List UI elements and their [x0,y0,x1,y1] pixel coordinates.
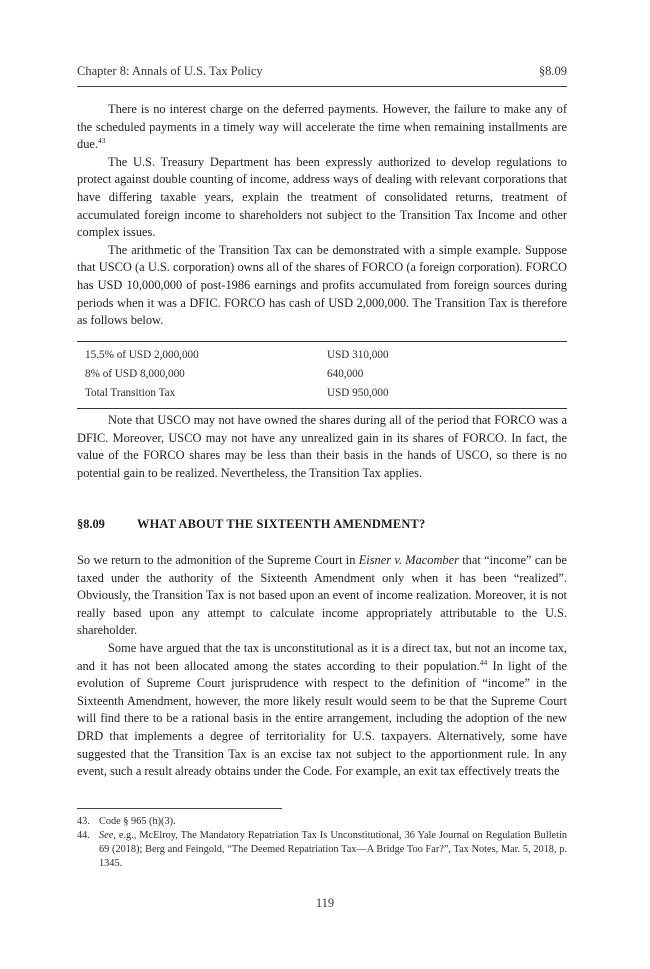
table-cell-label: 15.5% of USD 2,000,000 [85,349,199,361]
paragraph-usco-note: Note that USCO may not have owned the shares during all of the period that FORCO was a DFIC. Moreover, USCO may not have any unrealized gain in its shares of FORCO. In fact, the value of the FORCO shares may be less than their basis in the hands of USCO, so there is no potential gain to be realized. Nevertheless, the Transition Tax applies. [77,413,567,480]
paragraph-text: There is no interest charge on the deferred payments. However, the failure to make any of the scheduled payments in a timely way will accelerate the time when remaining installments are due. [77,102,567,152]
section-title: WHAT ABOUT THE SIXTEENTH AMENDMENT? [137,517,426,531]
footnote-text: , e.g., McElroy, The Mandatory Repatriation Tax Is Unconstitutional, 36 Yale Journal on Regulation Bulletin 69 (2018); Berg and Feingold, “The Deemed Repatriation Tax—A Bridge Too Far?”, Tax Notes, Mar. 5, 2018, p. 1345. [99,830,567,869]
table-cell-label: Total Transition Tax [85,387,176,399]
section-marker: §8.09 [538,64,567,78]
paragraph-text: So we return to the admonition of the Supreme Court in [77,553,359,567]
paragraph-text: Some have argued that the tax is unconstitutional as it is a direct tax, but not an income tax, and it has not been allocated among the states according to their population. [77,640,567,673]
footnote-ref-43[interactable]: 43 [98,136,106,146]
paragraph-eisner [77,552,567,640]
footnote-44 [77,829,567,871]
paragraph-text: In light of the evolution of Supreme Court jurisprudence with respect to the definition of “income” in the Sixteenth Amendment, however, the more likely result would seem to be that the Supreme Court will find there to be a rational basis in the entire arrangement, including the adoption of the new DRD that implements a degree of territoriality for U.S. taxpayers. Alternatively, some have suggested that the Transition Tax is an excise tax not subject to the apportionment rule. In any event, such a result already obtains under the Code. For example, an exit tax effectively treats the [77,658,567,779]
table-row [77,384,567,403]
running-head [77,64,567,84]
paragraph-installments [77,101,567,154]
footnote-signal: See [99,830,114,841]
footnote-ref-44[interactable]: 44 [479,657,488,667]
table-row [77,365,567,384]
footnote-text: Code § 965 (h)(3). [99,816,176,827]
paragraph-constitutionality [77,640,567,781]
body-text-top [77,101,567,330]
page-number: 119 [315,896,335,910]
body-text-middle [77,412,567,482]
footnote-number: 44. [77,830,90,841]
table-bottom-rule [77,408,567,409]
footnotes [77,815,567,871]
transition-tax-table [77,341,567,409]
table-cell-amount: 640,000 [327,368,364,380]
footnote-number: 43. [77,816,90,827]
paragraph-text: that “income” can be taxed under the authority of the Sixteenth Amendment only when it has been “realized”. Obviously, the Transition Tax is not based upon an event of income realization. Moreover, it is not really based upon any attempt to calculate income appropriately attributable to the U.S. shareholder. [77,553,567,638]
table-cell-label: 8% of USD 8,000,000 [85,368,185,380]
body-text-bottom [77,552,567,781]
paragraph-treasury: The U.S. Treasury Department has been expressly authorized to develop regulations to protect against double counting of income, address ways of dealing with relevant corporations that have differing taxable years, explain the treatment of consolidated returns, treatment of accumulated foreign income to shareholders not subject to the Transition Tax Income and other complex issues. [77,154,567,240]
table-row [77,346,567,365]
paragraph-arithmetic: The arithmetic of the Transition Tax can be demonstrated with a simple example. Suppose that USCO (a U.S. corporation) owns all of the shares of FORCO (a foreign corporation). FORCO has USD 10,000,000 of post-1986 earnings and profits accumulated from foreign sources during periods when it was a DFIC. FORCO has cash of USD 2,000,000. The Transition Tax is therefore as follows below. [77,242,567,328]
section-heading [77,517,567,535]
footnote-43 [77,815,567,829]
table-cell-amount: USD 310,000 [327,349,389,361]
section-number: §8.09 [77,517,105,531]
table-cell-amount: USD 950,000 [327,387,389,399]
chapter-title: Chapter 8: Annals of U.S. Tax Policy [77,64,263,78]
header-rule [77,86,567,87]
footnote-rule [77,808,282,809]
case-name: Eisner v. Macomber [358,553,459,567]
